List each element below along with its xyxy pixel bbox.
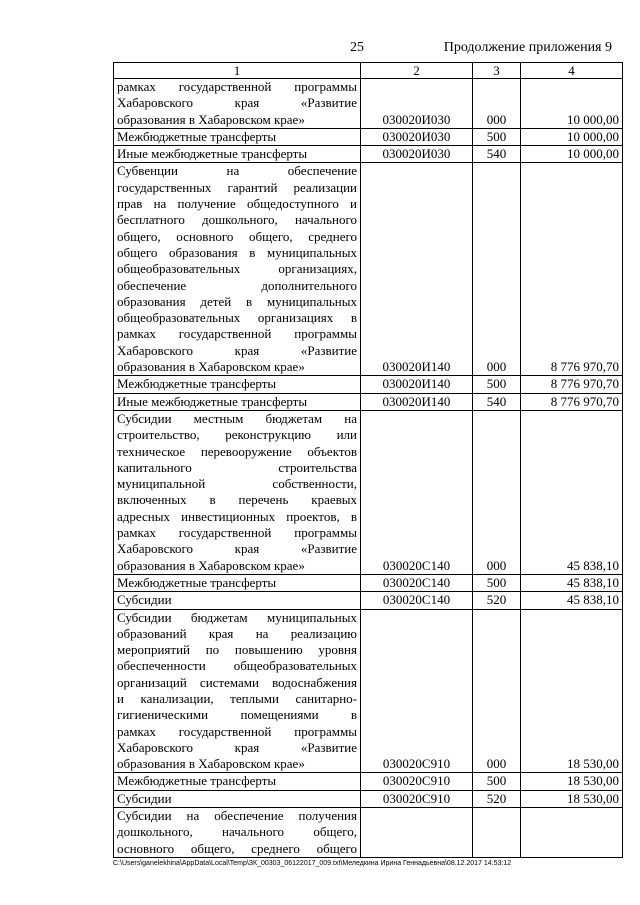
row-type: 000 (473, 609, 521, 773)
table-row (114, 609, 623, 773)
row-code: 030020И140 (361, 163, 473, 376)
budget-table (113, 62, 623, 858)
table-row (114, 376, 623, 393)
description-line: образования в Хабаровском крае» (117, 111, 305, 127)
row-code: 030020И140 (361, 393, 473, 410)
description-line: и канализации, теплыми санитарно- (117, 690, 357, 706)
description-line: Межбюджетные трансферты (117, 773, 277, 789)
description-line: образования детей в муниципальных (117, 293, 357, 309)
row-type (473, 808, 521, 858)
row-code: 030020С910 (361, 773, 473, 790)
file-path-footer: C:\Users\ganelekhina\AppData\Local\Temp\ЗК_00303_06122017_009.txt\Меледкина Ирина Геннадьевна\08.12.2017 14:53:12 (113, 860, 512, 867)
row-type: 500 (473, 574, 521, 591)
description-line: обеспеченности общеобразовательных (117, 658, 357, 674)
description-line: включенных в перечень краевых (117, 492, 357, 508)
description-line: обеспечение дополнительного (117, 277, 357, 293)
description-line: Хабаровского края «Развитие (117, 541, 357, 557)
description-line: строительство, реконструкцию или (117, 427, 357, 443)
row-amount: 45 838,10 (521, 592, 623, 609)
description-line: Субсидии бюджетам муниципальных (117, 609, 357, 625)
row-amount: 8 776 970,70 (521, 393, 623, 410)
row-description (114, 773, 361, 790)
description-line: Субсидии (117, 790, 172, 806)
row-type: 000 (473, 163, 521, 376)
description-line: гигиеническими помещениями в (117, 707, 357, 723)
table-row (114, 393, 623, 410)
description-line: рамках государственной программы (117, 723, 357, 739)
row-description (114, 393, 361, 410)
table-row (114, 410, 623, 574)
row-type: 000 (473, 410, 521, 574)
column-header: 4 (521, 63, 623, 79)
row-amount: 18 530,00 (521, 609, 623, 773)
row-amount: 10 000,00 (521, 79, 623, 129)
row-code: 030020И030 (361, 146, 473, 163)
description-line: образования в Хабаровском крае» (117, 359, 305, 375)
description-line: общеобразовательных организациях, (117, 261, 357, 277)
table-row (114, 773, 623, 790)
row-code: 030020И030 (361, 79, 473, 129)
page-number: 25 (350, 40, 364, 55)
description-line: бесплатного дошкольного, начального (117, 212, 357, 228)
row-amount: 10 000,00 (521, 146, 623, 163)
description-line: Межбюджетные трансферты (117, 128, 277, 144)
table-row (114, 128, 623, 145)
row-code: 030020С140 (361, 410, 473, 574)
row-amount: 10 000,00 (521, 128, 623, 145)
row-description (114, 790, 361, 807)
row-amount: 18 530,00 (521, 790, 623, 807)
row-amount: 8 776 970,70 (521, 163, 623, 376)
table-row (114, 163, 623, 376)
description-line: основного общего, среднего общего (117, 840, 357, 856)
row-description (114, 128, 361, 145)
table-row (114, 146, 623, 163)
row-description (114, 376, 361, 393)
row-type: 000 (473, 79, 521, 129)
description-line: рамках государственной программы (117, 79, 357, 94)
table-row (114, 574, 623, 591)
description-line: техническое перевооружение объектов (117, 443, 357, 459)
column-header: 1 (114, 63, 361, 79)
row-type: 500 (473, 128, 521, 145)
description-line: образования в Хабаровском крае» (117, 557, 305, 573)
description-line: образования в Хабаровском крае» (117, 756, 305, 772)
row-amount: 45 838,10 (521, 574, 623, 591)
table-row (114, 592, 623, 609)
row-amount: 45 838,10 (521, 410, 623, 574)
row-description (114, 79, 361, 129)
description-line: рамках государственной программы (117, 326, 357, 342)
description-line: прав на получение общедоступного и (117, 196, 357, 212)
description-line: Хабаровского края «Развитие (117, 739, 357, 755)
table-row (114, 790, 623, 807)
row-description (114, 146, 361, 163)
description-line: Субвенции на обеспечение (117, 163, 357, 179)
row-code: 030020С140 (361, 592, 473, 609)
description-line: Межбюджетные трансферты (117, 376, 277, 392)
description-line: общего, основного общего, среднего (117, 228, 357, 244)
description-line: Межбюджетные трансферты (117, 574, 277, 590)
row-description (114, 410, 361, 574)
description-line: адресных инвестиционных проектов, в (117, 508, 357, 524)
description-line: организаций системами водоснабжения (117, 674, 357, 690)
row-type: 500 (473, 376, 521, 393)
description-line: Иные межбюджетные трансферты (117, 146, 308, 162)
description-line: Субсидии (117, 592, 172, 608)
row-description (114, 808, 361, 858)
column-header: 3 (473, 63, 521, 79)
row-type: 540 (473, 146, 521, 163)
description-line: образований края на реализацию (117, 625, 357, 641)
row-description (114, 592, 361, 609)
description-line: мероприятий по повышению уровня (117, 642, 357, 658)
row-amount (521, 808, 623, 858)
description-line: рамках государственной программы (117, 525, 357, 541)
description-line: Хабаровского края «Развитие (117, 342, 357, 358)
description-line: Хабаровского края «Развитие (117, 95, 357, 111)
description-line: государственных гарантий реализации (117, 179, 357, 195)
description-line: Субсидии на обеспечение получения (117, 808, 357, 824)
row-code: 030020И030 (361, 128, 473, 145)
row-code: 030020С910 (361, 609, 473, 773)
table-header-row (114, 63, 623, 79)
row-code: 030020С140 (361, 574, 473, 591)
row-code: 030020И140 (361, 376, 473, 393)
continuation-label: Продолжение приложения 9 (443, 40, 612, 55)
description-line: общего образования в муниципальных (117, 244, 357, 260)
description-line: общеобразовательных организациях в (117, 310, 357, 326)
row-amount: 8 776 970,70 (521, 376, 623, 393)
description-line: Субсидии местным бюджетам на (117, 410, 357, 426)
row-type: 500 (473, 773, 521, 790)
row-type: 520 (473, 790, 521, 807)
row-description (114, 163, 361, 376)
table-row (114, 79, 623, 129)
row-code (361, 808, 473, 858)
description-line: капитального строительства (117, 459, 357, 475)
row-description (114, 609, 361, 773)
description-line: дошкольного, начального общего, (117, 824, 357, 840)
description-line: Иные межбюджетные трансферты (117, 393, 308, 409)
table-row (114, 808, 623, 858)
row-type: 540 (473, 393, 521, 410)
row-description (114, 574, 361, 591)
column-header: 2 (361, 63, 473, 79)
row-type: 520 (473, 592, 521, 609)
row-amount: 18 530,00 (521, 773, 623, 790)
row-code: 030020С910 (361, 790, 473, 807)
description-line: муниципальной собственности, (117, 476, 357, 492)
